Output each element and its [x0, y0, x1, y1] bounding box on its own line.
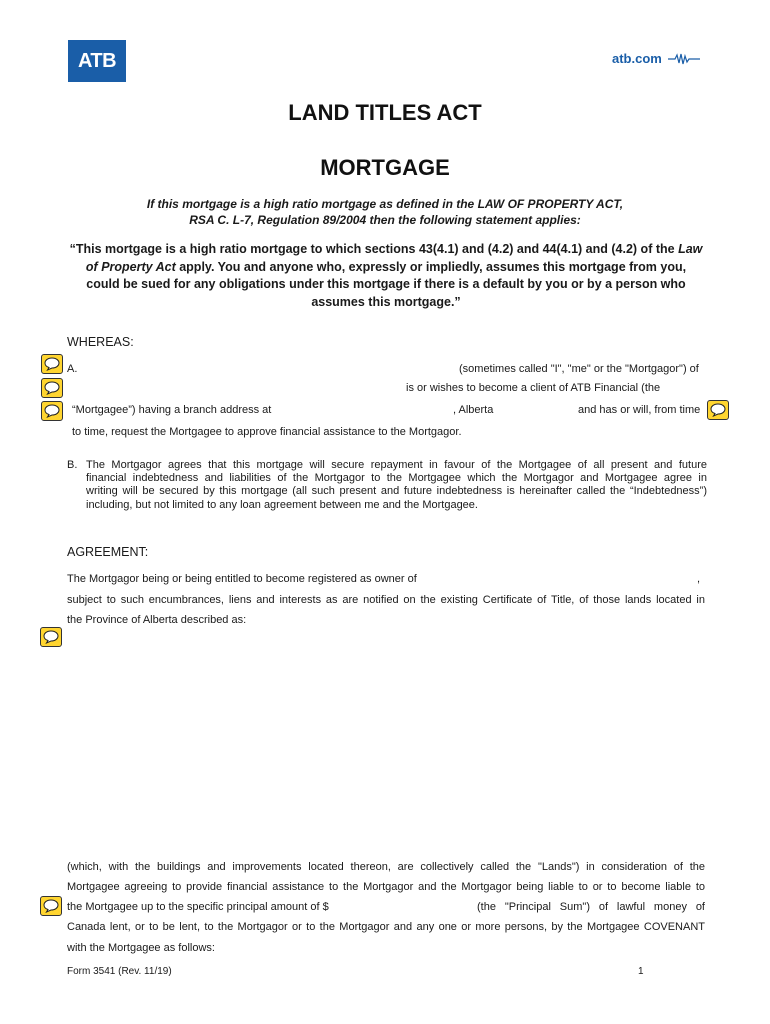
- agreement-line2: subject to such encumbrances, liens and interests as are notified on the existing Certificate of Title, of those lands located in: [67, 594, 705, 606]
- document-subtitle: MORTGAGE: [320, 155, 450, 180]
- agreement-line1: The Mortgagor being or being entitled to become registered as owner of: [67, 573, 417, 585]
- clause-a-label: A.: [67, 363, 78, 375]
- statement-line: assumes this mortgage.”: [311, 294, 461, 309]
- mortgagor-name-field[interactable]: [84, 361, 444, 376]
- clause-b: [67, 459, 707, 512]
- principal-sum-field[interactable]: [345, 899, 467, 914]
- agreement-last-line: with the Mortgagee as follows:: [67, 942, 215, 954]
- agreement-after-line: (which, with the buildings and improvements located thereon, are collectively called the "Lands") in consideration of the: [67, 861, 705, 873]
- clause-a-line3-end: and has or will, from time: [578, 404, 701, 416]
- comment-note-icon[interactable]: [707, 400, 729, 420]
- clause-b-line: writing will be secured by this mortgage (all such present and future indebtedness is hereinafter called the “Indebtedness”): [86, 485, 707, 498]
- comment-note-icon[interactable]: [41, 378, 63, 398]
- clause-a-line2: is or wishes to become a client of ATB Financial (the: [406, 382, 661, 394]
- principal-line-end: (the "Principal Sum") of lawful money of: [477, 901, 705, 913]
- intro-line: If this mortgage is a high ratio mortgage as defined in the LAW OF PROPERTY ACT,: [146, 197, 624, 211]
- clause-a-line4: to time, request the Mortgagee to approve financial assistance to the Mortgagor.: [72, 426, 462, 438]
- agreement-line1-end: ,: [697, 573, 701, 585]
- clause-b-label: B.: [67, 459, 78, 471]
- clause-a-line3-mid: , Alberta: [453, 404, 494, 416]
- comment-note-icon[interactable]: [40, 627, 62, 647]
- website-text: atb.com: [612, 51, 662, 66]
- high-ratio-statement: [66, 241, 706, 311]
- clause-b-line: including, but not limited to any loan agreement between me and the Mortgagee.: [86, 498, 478, 511]
- comment-note-icon[interactable]: [41, 354, 63, 374]
- statement-line: “This mortgage is a high ratio mortgage to which sections 43(4.1) and (4.2) and 44(4.1) and (4.2) of the Law: [69, 242, 703, 256]
- legal-description-field[interactable]: [67, 632, 705, 853]
- form-number: Form 3541 (Rev. 11/19): [67, 966, 172, 977]
- atb-logo: [68, 40, 126, 82]
- clause-b-line: financial indebtedness and liabilities of the Mortgagor to the Mortgagee which the Mortgagor and Mortgagee agree in: [86, 472, 707, 485]
- soundwave-icon: [668, 53, 700, 65]
- logo-text: ATB: [77, 49, 117, 72]
- principal-line-start: the Mortgagee up to the specific principal amount of $: [67, 901, 329, 913]
- agreement-last-line: Canada lent, or to be lent, to the Mortgagor or to the Mortgagor and any one or more persons, by the Mortgagee COVENANT: [67, 921, 705, 933]
- statement-line: could be sued for any obligations under this mortgage if there is a default by you or by a person who: [86, 277, 686, 291]
- statement-line: of Property Act apply. You and anyone who, expressly or impliedly, assumes this mortgage from you,: [85, 259, 687, 274]
- agreement-heading: AGREEMENT:: [67, 545, 149, 559]
- website-label: [612, 51, 700, 66]
- clause-b-text: [86, 459, 707, 512]
- owner-name-field[interactable]: [432, 571, 694, 586]
- branch-address-field[interactable]: [296, 402, 446, 417]
- document-title: LAND TITLES ACT: [288, 100, 482, 125]
- agreement-line3: the Province of Alberta described as:: [67, 614, 247, 626]
- agreement-after-line: Mortgagee agreeing to provide financial assistance to the Mortgagor and the Mortgagor being liable to or to become liable to: [67, 881, 705, 893]
- clause-b-line: The Mortgagor agrees that this mortgage will secure repayment in favour of the Mortgagee of all present and future: [86, 459, 707, 471]
- high-ratio-intro: [80, 196, 690, 228]
- intro-line: RSA C. L-7, Regulation 89/2004 then the following statement applies:: [189, 213, 581, 227]
- comment-note-icon[interactable]: [41, 401, 63, 421]
- clause-a-line1: (sometimes called "I", "me" or the "Mortgagor") of: [459, 363, 699, 375]
- mortgagor-address-field[interactable]: [84, 381, 394, 396]
- whereas-heading: WHEREAS:: [67, 335, 134, 349]
- branch-postal-field[interactable]: [510, 402, 570, 417]
- comment-note-icon[interactable]: [40, 896, 62, 916]
- page-number: 1: [638, 966, 644, 977]
- clause-a-line3-start: “Mortgagee”) having a branch address at: [72, 404, 272, 416]
